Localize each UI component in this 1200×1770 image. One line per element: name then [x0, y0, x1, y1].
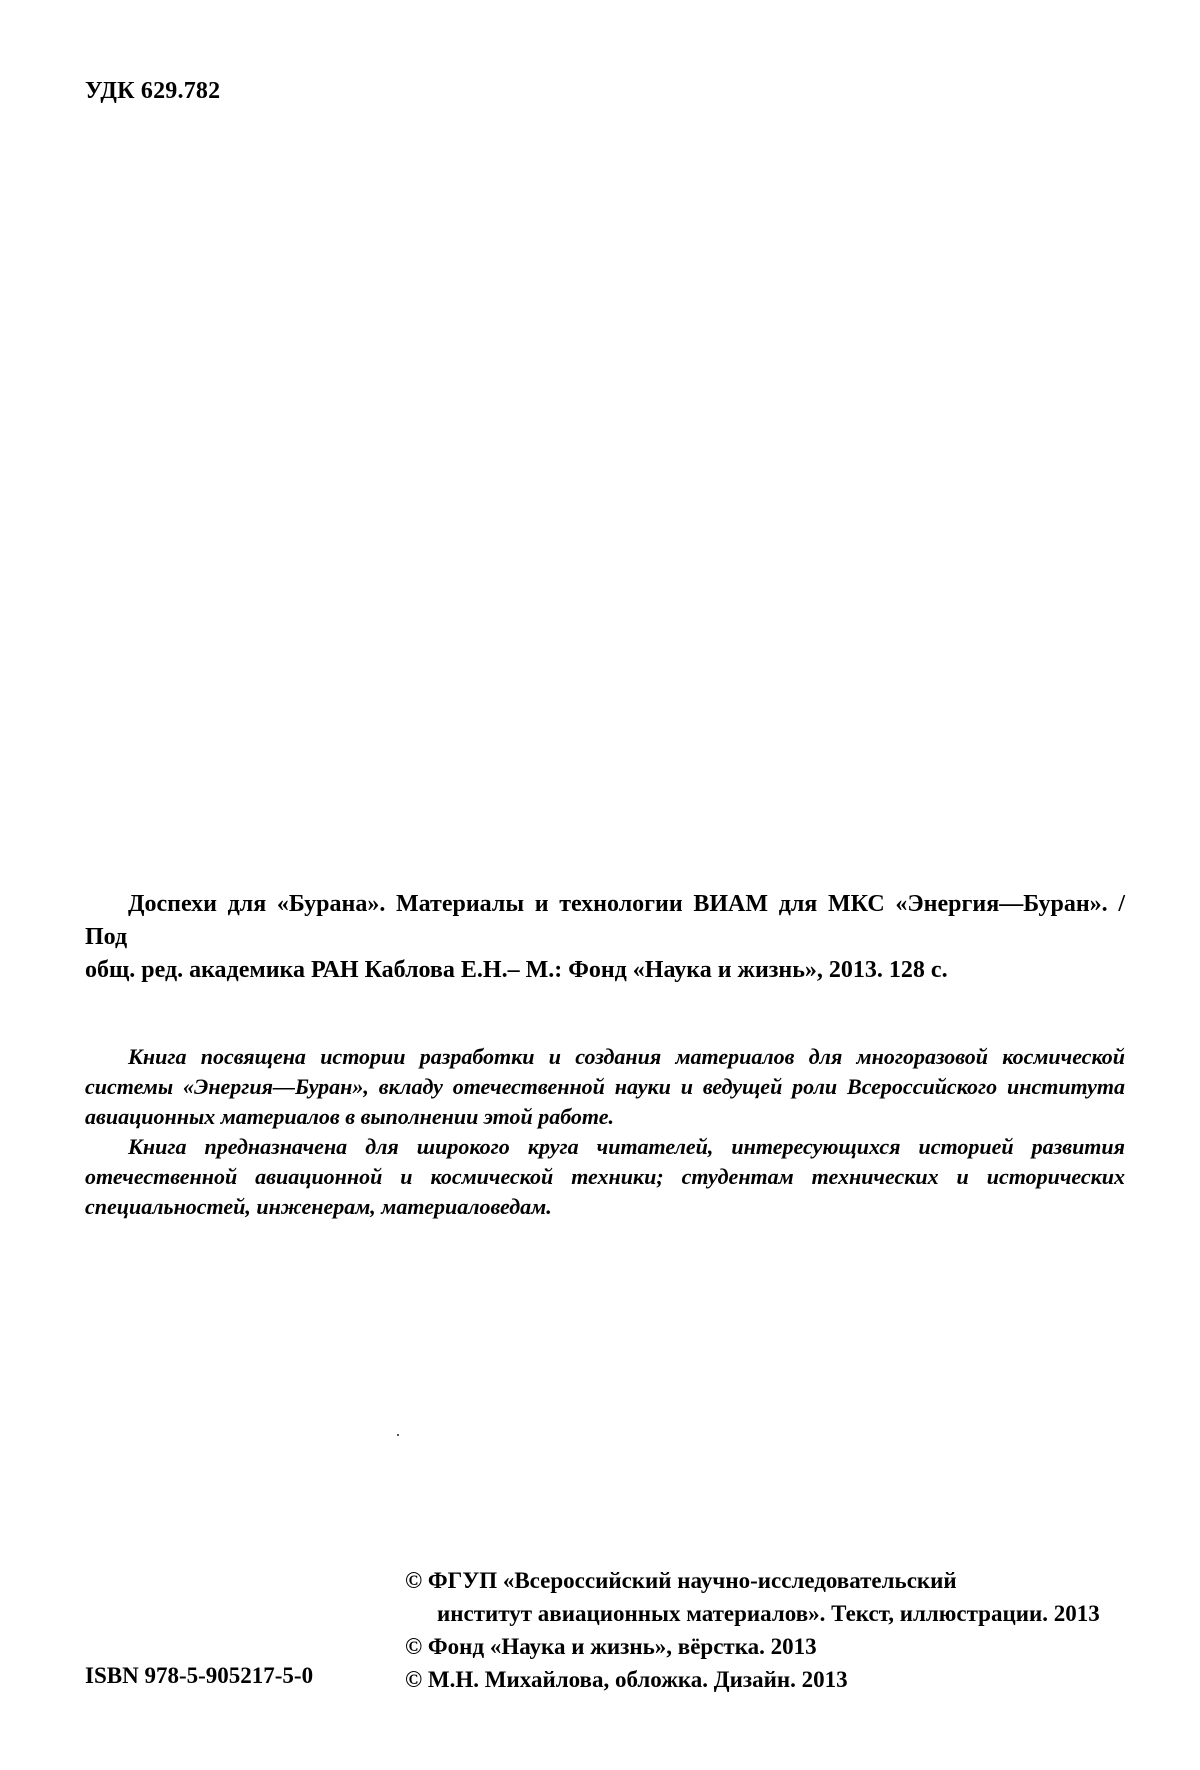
- copyright-line-3: © Фонд «Наука и жизнь», вёрстка. 2013: [405, 1634, 817, 1659]
- bibliographic-line-1: Доспехи для «Бурана». Материалы и технологии ВИАМ для МКС «Энергия—Буран». / Под: [85, 891, 1125, 950]
- bibliographic-line-2: общ. ред. академика РАН Каблова Е.Н.– М.: Фонд «Наука и жизнь», 2013. 128 с.: [85, 957, 948, 983]
- abstract-paragraph-2: Книга предназначена для широкого круга читателей, интересующихся историей развития отечественной авиационной и космической техники; студентам технических и исторических специальностей, инженерам, материаловедам.: [85, 1134, 1125, 1219]
- udc-code: УДК 629.782: [85, 78, 221, 104]
- copyright-block: [405, 1564, 1125, 1696]
- copyright-line-1: © ФГУП «Всероссийский научно-исследовательский: [405, 1568, 957, 1593]
- isbn-number: ISBN 978-5-905217-5-0: [85, 1663, 314, 1688]
- copyright-line-2: институт авиационных материалов». Текст, иллюстрации. 2013: [437, 1601, 1100, 1626]
- bibliographic-description: [85, 888, 1125, 987]
- book-abstract: [85, 1042, 1125, 1222]
- print-speck: [397, 1434, 399, 1436]
- abstract-paragraph-1: Книга посвящена истории разработки и создания материалов для многоразовой космической системы «Энергия—Буран», вкладу отечественной науки и ведущей роли Всероссийского института авиационных материалов в выполнении этой работе.: [85, 1044, 1125, 1129]
- copyright-line-4: © М.Н. Михайлова, обложка. Дизайн. 2013: [405, 1667, 848, 1692]
